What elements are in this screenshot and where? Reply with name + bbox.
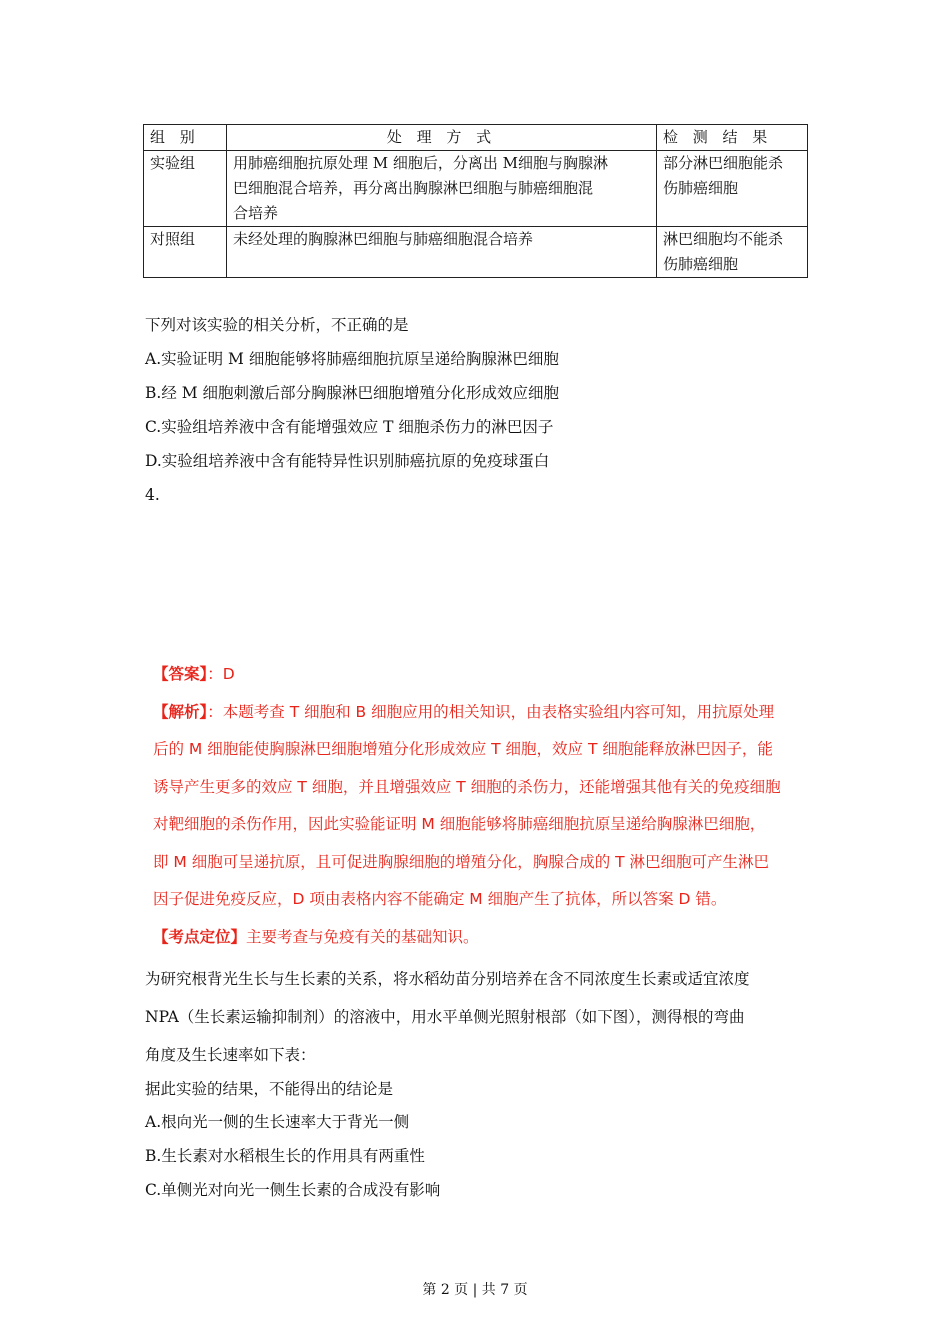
question2-sub-stem: 据此实验的结果，不能得出的结论是 <box>145 1080 394 1098</box>
option-c: C.单侧光对向光一侧生长素的合成没有影响 <box>145 1181 441 1199</box>
header-group: 组 别 <box>144 125 227 151</box>
row-result-control <box>657 227 808 278</box>
question2-stem-line: 角度及生长速率如下表： <box>145 1046 316 1064</box>
kaodian-tag: 【考点定位】 <box>153 927 247 946</box>
cell-line: 合培养 <box>233 204 279 222</box>
cell-line: 用肺癌细胞抗原处理 M 细胞后，分离出 M细胞与胸腺淋 <box>233 154 609 172</box>
row-result-experimental <box>657 151 808 227</box>
page-footer: 第 2 页 | 共 7 页 <box>422 1282 528 1298</box>
cell-line: 巴细胞混合培养，再分离出胸腺淋巴细胞与肺癌细胞混 <box>233 179 594 197</box>
kaodian-text: 主要考查与免疫有关的基础知识。 <box>246 927 479 946</box>
question2-stem-line: 为研究根背光生长与生长素的关系，将水稻幼苗分别培养在含不同浓度生长素或适宜浓度 <box>145 970 750 988</box>
answer-value: ：D <box>207 665 235 683</box>
option-b: B.经 M 细胞刺激后部分胸腺淋巴细胞增殖分化形成效应细胞 <box>145 384 560 402</box>
table-row <box>144 151 808 227</box>
analysis-line <box>153 694 823 732</box>
cell-line: 淋巴细胞均不能杀 <box>663 230 784 248</box>
analysis-line: 诱导产生更多的效应 T 细胞，并且增强效应 T 细胞的杀伤力，还能增强其他有关的免疫细胞 <box>153 777 781 796</box>
option-b: B.生长素对水稻根生长的作用具有两重性 <box>145 1147 425 1165</box>
answer-line <box>153 656 823 694</box>
question2-stem-line: NPA（生长素运输抑制剂）的溶液中，用水平单侧光照射根部（如下图），测得根的弯曲 <box>145 1008 745 1026</box>
row-group-experimental: 实验组 <box>144 151 227 227</box>
cell-line: 伤肺癌细胞 <box>663 255 739 273</box>
option-a: A.实验证明 M 细胞能够将肺癌细胞抗原呈递给胸腺淋巴细胞 <box>145 350 559 368</box>
header-result: 检 测 结 果 <box>657 125 808 151</box>
next-question-number: 4. <box>145 486 160 504</box>
cell-line: 未经处理的胸腺淋巴细胞与肺癌细胞混合培养 <box>233 230 534 248</box>
option-c: C.实验组培养液中含有能增强效应 T 细胞杀伤力的淋巴因子 <box>145 418 554 436</box>
analysis-line: 即 M 细胞可呈递抗原，且可促进胸腺细胞的增殖分化，胸腺合成的 T 淋巴细胞可产生淋巴 <box>153 852 770 871</box>
analysis-line: 因子促进免疫反应，D 项由表格内容不能确定 M 细胞产生了抗体，所以答案 D 错。 <box>153 890 727 908</box>
option-d: D.实验组培养液中含有能特异性识别肺癌抗原的免疫球蛋白 <box>145 452 550 470</box>
analysis-text: ：本题考查 T 细胞和 B 细胞应用的相关知识，由表格实验组内容可知，用抗原处理 <box>207 702 775 721</box>
analysis-line: 后的 M 细胞能使胸腺淋巴细胞增殖分化形成效应 T 细胞，效应 T 细胞能释放淋巴因子，能 <box>153 740 773 758</box>
row-treatment-experimental <box>227 151 657 227</box>
option-a: A.根向光一侧的生长速率大于背光一侧 <box>145 1113 410 1131</box>
table-header-row <box>144 125 808 151</box>
experiment-table <box>143 124 808 278</box>
cell-line: 部分淋巴细胞能杀 <box>663 154 784 172</box>
row-treatment-control <box>227 227 657 278</box>
analysis-tag: 【解析】 <box>153 702 208 721</box>
answer-block <box>153 656 823 956</box>
kaodian-line <box>153 919 823 957</box>
header-treatment: 处 理 方 式 <box>227 125 657 151</box>
answer-tag: 【答案】 <box>153 665 208 683</box>
table-row <box>144 227 808 278</box>
analysis-line: 对靶细胞的杀伤作用，因此实验能证明 M 细胞能够将肺癌细胞抗原呈递给胸腺淋巴细胞， <box>153 815 766 833</box>
cell-line: 伤肺癌细胞 <box>663 179 739 197</box>
question-stem: 下列对该实验的相关分析，不正确的是 <box>145 316 409 334</box>
row-group-control: 对照组 <box>144 227 227 278</box>
